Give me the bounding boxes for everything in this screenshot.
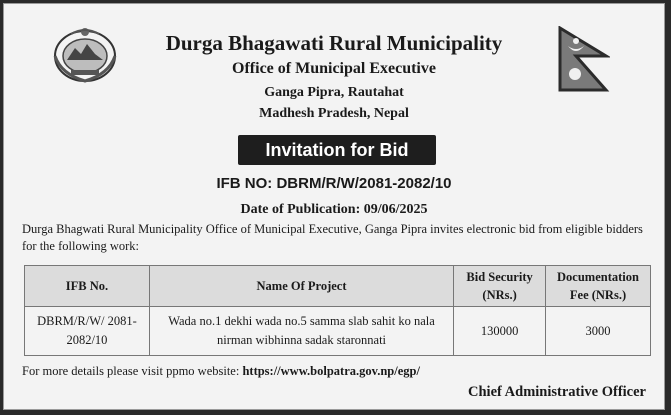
intro-paragraph: Durga Bhagwati Rural Municipality Office of Municipal Executive, Ganga Pipra invites electronic bid from eligible bidders for the following work: <box>22 222 643 253</box>
header-ifb-no: IFB No. <box>25 266 150 307</box>
cell-ifb-no: DBRM/R/W/ 2081-2082/10 <box>25 307 150 356</box>
ppmo-link[interactable]: https://www.bolpatra.gov.np/egp/ <box>242 364 420 378</box>
cell-project-name: Wada no.1 dekhi wada no.5 samma slab sahit ko nala nirman wibhinna sadak staronnati <box>149 307 453 356</box>
bid-notice <box>3 3 665 410</box>
office-title: Office of Municipal Executive <box>232 60 436 77</box>
table-header-row <box>25 266 651 307</box>
header-project-name: Name Of Project <box>149 266 453 307</box>
signatory: Chief Administrative Officer <box>468 384 646 400</box>
org-title: Durga Bhagawati Rural Municipality <box>165 31 503 55</box>
address-line-2: Madhesh Pradesh, Nepal <box>259 106 409 121</box>
ifb-number: IFB NO: DBRM/R/W/2081-2082/10 <box>216 175 452 192</box>
address-line-1: Ganga Pipra, Rautahat <box>264 85 404 100</box>
cell-documentation-fee: 3000 <box>546 307 651 356</box>
invitation-banner: Invitation for Bid <box>238 135 436 165</box>
header-bid-security: Bid Security (NRs.) <box>454 266 546 307</box>
table-row <box>25 307 651 356</box>
bid-table <box>24 265 651 356</box>
publication-date: Date of Publication: 09/06/2025 <box>240 202 428 217</box>
more-details-prefix: For more details please visit ppmo website: <box>22 364 243 378</box>
more-details <box>22 364 420 379</box>
cell-bid-security: 130000 <box>454 307 546 356</box>
header-documentation-fee: Documentation Fee (NRs.) <box>546 266 651 307</box>
